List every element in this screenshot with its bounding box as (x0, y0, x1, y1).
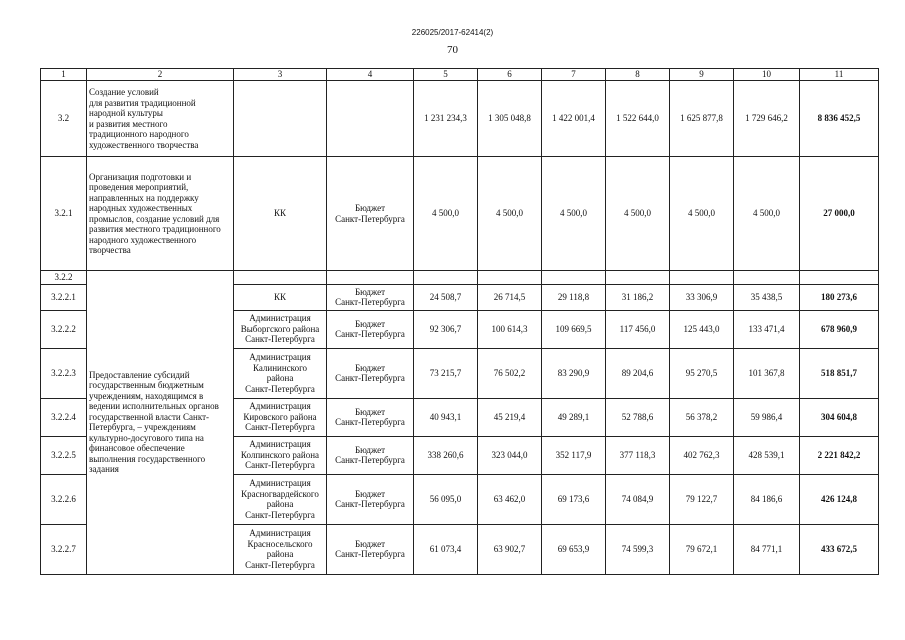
source-cell: Бюджет Санкт-Петербурга (327, 348, 414, 398)
value-cell: 100 614,3 (478, 310, 542, 348)
value-cell: 73 215,7 (414, 348, 478, 398)
source-cell (327, 81, 414, 157)
total-cell: 180 273,6 (800, 284, 879, 310)
row-code: 3.2.2.3 (41, 348, 87, 398)
row-code: 3.2.2.5 (41, 436, 87, 474)
value-cell: 402 762,3 (670, 436, 734, 474)
executor-cell: Администрация Красносельского района Санкт-Петербурга (234, 524, 327, 574)
value-cell: 125 443,0 (670, 310, 734, 348)
page-number: 70 (447, 44, 458, 56)
value-cell: 74 599,3 (606, 524, 670, 574)
source-cell: Бюджет Санкт-Петербурга (327, 436, 414, 474)
value-cell: 74 084,9 (606, 474, 670, 524)
value-cell (606, 271, 670, 285)
value-cell: 31 186,2 (606, 284, 670, 310)
value-cell: 117 456,0 (606, 310, 670, 348)
row-code: 3.2 (41, 81, 87, 157)
table-row (41, 271, 879, 285)
table-row (41, 157, 879, 271)
value-cell: 1 422 001,4 (542, 81, 606, 157)
value-cell: 56 378,2 (670, 398, 734, 436)
row-code: 3.2.2.1 (41, 284, 87, 310)
executor-cell: КК (234, 157, 327, 271)
value-cell: 133 471,4 (734, 310, 800, 348)
table-row (41, 81, 879, 157)
value-cell: 323 044,0 (478, 436, 542, 474)
source-cell: Бюджет Санкт-Петербурга (327, 310, 414, 348)
total-cell: 518 851,7 (800, 348, 879, 398)
document-id: 226025/2017-62414(2) (411, 28, 494, 37)
value-cell: 1 625 877,8 (670, 81, 734, 157)
value-cell: 83 290,9 (542, 348, 606, 398)
source-cell: Бюджет Санкт-Петербурга (327, 398, 414, 436)
value-cell: 92 306,7 (414, 310, 478, 348)
column-header: 9 (670, 69, 734, 81)
budget-table (40, 68, 879, 575)
value-cell: 76 502,2 (478, 348, 542, 398)
value-cell: 40 943,1 (414, 398, 478, 436)
value-cell (734, 271, 800, 285)
value-cell: 61 073,4 (414, 524, 478, 574)
row-code: 3.2.1 (41, 157, 87, 271)
executor-cell: Администрация Красногвардейского района Санкт-Петербурга (234, 474, 327, 524)
value-cell (414, 271, 478, 285)
value-cell: 428 539,1 (734, 436, 800, 474)
total-cell: 27 000,0 (800, 157, 879, 271)
value-cell: 1 522 644,0 (606, 81, 670, 157)
value-cell: 101 367,8 (734, 348, 800, 398)
executor-cell: Администрация Выборгского района Санкт-Петербурга (234, 310, 327, 348)
row-code: 3.2.2.2 (41, 310, 87, 348)
value-cell: 59 986,4 (734, 398, 800, 436)
value-cell: 4 500,0 (670, 157, 734, 271)
value-cell: 352 117,9 (542, 436, 606, 474)
value-cell: 4 500,0 (734, 157, 800, 271)
value-cell (542, 271, 606, 285)
value-cell: 24 508,7 (414, 284, 478, 310)
value-cell: 33 306,9 (670, 284, 734, 310)
column-header: 2 (87, 69, 234, 81)
source-cell: Бюджет Санкт-Петербурга (327, 524, 414, 574)
total-cell: 426 124,8 (800, 474, 879, 524)
executor-cell (234, 271, 327, 285)
value-cell: 95 270,5 (670, 348, 734, 398)
value-cell: 338 260,6 (414, 436, 478, 474)
row-code: 3.2.2.7 (41, 524, 87, 574)
value-cell: 29 118,8 (542, 284, 606, 310)
row-code: 3.2.2 (41, 271, 87, 285)
value-cell: 26 714,5 (478, 284, 542, 310)
source-cell: Бюджет Санкт-Петербурга (327, 284, 414, 310)
row-code: 3.2.2.6 (41, 474, 87, 524)
value-cell: 4 500,0 (478, 157, 542, 271)
total-cell (800, 271, 879, 285)
row-name: Создание условий для развития традиционной народной культуры и развития местного традиционного народного художественного творчества (87, 81, 234, 157)
column-header: 5 (414, 69, 478, 81)
value-cell: 79 122,7 (670, 474, 734, 524)
source-cell (327, 271, 414, 285)
value-cell (478, 271, 542, 285)
value-cell: 45 219,4 (478, 398, 542, 436)
source-cell: Бюджет Санкт-Петербурга (327, 157, 414, 271)
executor-cell: Администрация Кировского района Санкт-Петербурга (234, 398, 327, 436)
total-cell: 8 836 452,5 (800, 81, 879, 157)
column-header: 8 (606, 69, 670, 81)
value-cell: 84 771,1 (734, 524, 800, 574)
value-cell: 49 289,1 (542, 398, 606, 436)
value-cell: 56 095,0 (414, 474, 478, 524)
value-cell: 89 204,6 (606, 348, 670, 398)
value-cell: 4 500,0 (542, 157, 606, 271)
executor-cell: Администрация Калининского района Санкт-Петербурга (234, 348, 327, 398)
row-name: Предоставление субсидий государственным бюджетным учреждениям, находящимся в ведении исполнительных органов государственной власти Санкт-Петербурга, – учреждениям культурно-досугового типа на финансовое обеспечение выполнения государственного задания (87, 271, 234, 575)
value-cell: 69 653,9 (542, 524, 606, 574)
value-cell: 63 462,0 (478, 474, 542, 524)
column-header: 4 (327, 69, 414, 81)
value-cell: 84 186,6 (734, 474, 800, 524)
value-cell: 4 500,0 (414, 157, 478, 271)
value-cell: 377 118,3 (606, 436, 670, 474)
total-cell: 433 672,5 (800, 524, 879, 574)
value-cell: 35 438,5 (734, 284, 800, 310)
value-cell: 1 729 646,2 (734, 81, 800, 157)
total-cell: 678 960,9 (800, 310, 879, 348)
column-number-row (41, 69, 879, 81)
value-cell: 69 173,6 (542, 474, 606, 524)
executor-cell: Администрация Колпинского района Санкт-Петербурга (234, 436, 327, 474)
row-name: Организация подготовки и проведения мероприятий, направленных на поддержку народных художественных промыслов, создание условий для развития местного традиционного народного художественного творчества (87, 157, 234, 271)
column-header: 7 (542, 69, 606, 81)
value-cell: 52 788,6 (606, 398, 670, 436)
value-cell (670, 271, 734, 285)
value-cell: 79 672,1 (670, 524, 734, 574)
executor-cell (234, 81, 327, 157)
column-header: 11 (800, 69, 879, 81)
row-code: 3.2.2.4 (41, 398, 87, 436)
executor-cell: КК (234, 284, 327, 310)
total-cell: 304 604,8 (800, 398, 879, 436)
value-cell: 63 902,7 (478, 524, 542, 574)
source-cell: Бюджет Санкт-Петербурга (327, 474, 414, 524)
value-cell: 1 231 234,3 (414, 81, 478, 157)
value-cell: 109 669,5 (542, 310, 606, 348)
value-cell: 1 305 048,8 (478, 81, 542, 157)
column-header: 1 (41, 69, 87, 81)
column-header: 6 (478, 69, 542, 81)
column-header: 10 (734, 69, 800, 81)
value-cell: 4 500,0 (606, 157, 670, 271)
total-cell: 2 221 842,2 (800, 436, 879, 474)
column-header: 3 (234, 69, 327, 81)
